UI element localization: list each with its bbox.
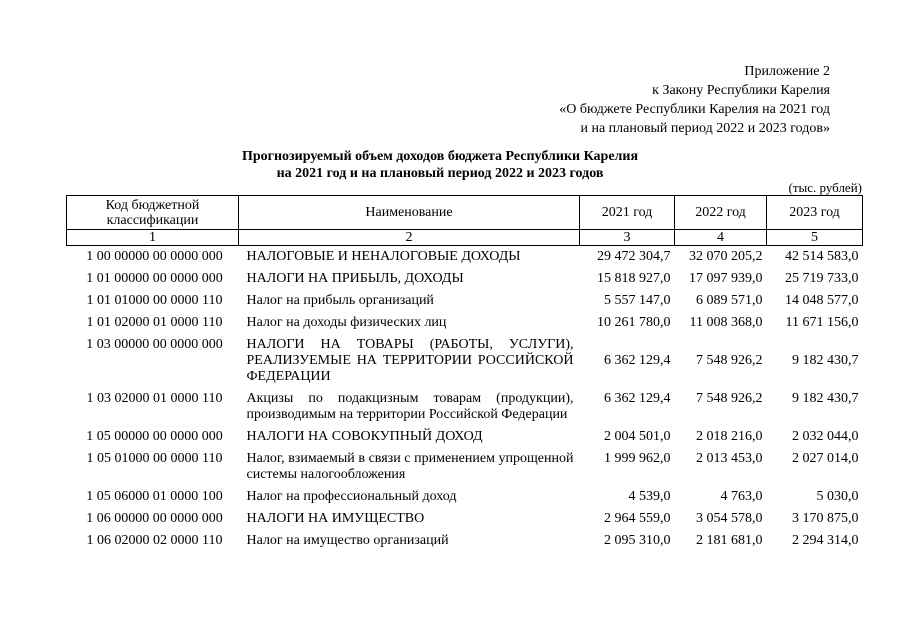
row-name: Налог на прибыль организаций: [246, 293, 434, 308]
row-value-2023: 42 514 583,0: [785, 249, 859, 264]
row-name: НАЛОГИ НА ИМУЩЕСТВО: [246, 511, 425, 526]
row-code: 1 05 01000 00 0000 110: [86, 451, 223, 466]
row-value-2021: 10 261 780,0: [597, 315, 671, 330]
header-row: [67, 196, 863, 230]
row-code: 1 01 02000 01 0000 110: [86, 315, 223, 330]
row-value-2023: 11 671 156,0: [785, 315, 859, 330]
table-row: [67, 246, 863, 272]
row-name: Налог на имущество организаций: [246, 533, 449, 548]
row-value-2022: 6 089 571,0: [696, 293, 763, 308]
row-value-2023: 2 027 014,0: [792, 451, 859, 466]
row-value-2021: 2 964 559,0: [604, 511, 671, 526]
row-code: 1 05 06000 01 0000 100: [86, 489, 223, 504]
table-row: [67, 429, 863, 451]
row-name: НАЛОГОВЫЕ И НЕНАЛОГОВЫЕ ДОХОДЫ: [246, 249, 521, 264]
appendix-line-3: «О бюджете Республики Карелия на 2021 год: [559, 102, 830, 117]
header-number-3: 3: [580, 230, 675, 246]
header-name: Наименование: [239, 196, 580, 230]
table-row: [67, 511, 863, 533]
header-number-5: 5: [767, 230, 863, 246]
unit-label: (тыс. рублей): [788, 180, 862, 195]
row-value-2021: 5 557 147,0: [604, 293, 671, 308]
row-value-2022: 3 054 578,0: [696, 511, 763, 526]
row-code: 1 06 00000 00 0000 000: [86, 511, 223, 526]
row-value-2021: 29 472 304,7: [597, 249, 671, 264]
row-value-2023: 9 182 430,7: [792, 353, 859, 368]
revenue-table: [66, 195, 863, 555]
row-value-2021: 6 362 129,4: [604, 391, 671, 406]
row-value-2021: 2 095 310,0: [604, 533, 671, 548]
table-row: [67, 337, 863, 391]
header-code: Код бюджетной классификации: [67, 196, 239, 230]
row-value-2021: 4 539,0: [628, 489, 671, 504]
header-2021: 2021 год: [580, 196, 675, 230]
row-name: НАЛОГИ НА ПРИБЫЛЬ, ДОХОДЫ: [246, 271, 464, 286]
table-row: [67, 489, 863, 511]
row-code: 1 03 00000 00 0000 000: [86, 337, 223, 352]
appendix-line-4: и на плановый период 2022 и 2023 годов»: [580, 121, 830, 136]
header-number-4: 4: [675, 230, 767, 246]
title-line-2: на 2021 год и на плановый период 2022 и 2023 годов: [276, 166, 604, 181]
table-row: [67, 315, 863, 337]
row-code: 1 00 00000 00 0000 000: [86, 249, 223, 264]
row-value-2021: 2 004 501,0: [604, 429, 671, 444]
row-code: 1 06 02000 02 0000 110: [86, 533, 223, 548]
row-code: 1 01 01000 00 0000 110: [86, 293, 223, 308]
row-name: Налог на профессиональный доход: [246, 489, 457, 504]
row-code: 1 03 02000 01 0000 110: [86, 391, 223, 406]
row-value-2021: 1 999 962,0: [604, 451, 671, 466]
table-row: [67, 271, 863, 293]
row-value-2023: 14 048 577,0: [785, 293, 859, 308]
row-value-2021: 6 362 129,4: [604, 353, 671, 368]
row-value-2023: 5 030,0: [816, 489, 859, 504]
table-row: [67, 293, 863, 315]
table-row: [67, 451, 863, 489]
row-value-2021: 15 818 927,0: [597, 271, 671, 286]
row-value-2022: 2 013 453,0: [696, 451, 763, 466]
row-value-2022: 17 097 939,0: [689, 271, 763, 286]
row-name: Акцизы по подакцизным товарам (продукции), производимым на территории Российской Федерации: [246, 391, 574, 422]
table-row: [67, 391, 863, 429]
title-line-1: Прогнозируемый объем доходов бюджета Республики Карелия: [241, 149, 639, 164]
row-code: 1 05 00000 00 0000 000: [86, 429, 223, 444]
appendix-line-2: к Закону Республики Карелия: [652, 83, 830, 98]
row-name: Налог, взимаемый в связи с применением упрощенной системы налогообложения: [246, 451, 574, 482]
row-value-2023: 25 719 733,0: [785, 271, 859, 286]
row-value-2022: 11 008 368,0: [689, 315, 763, 330]
row-value-2022: 2 181 681,0: [696, 533, 763, 548]
table-row: [67, 533, 863, 555]
row-value-2022: 7 548 926,2: [696, 353, 763, 368]
row-value-2022: 2 018 216,0: [696, 429, 763, 444]
row-name: НАЛОГИ НА СОВОКУПНЫЙ ДОХОД: [246, 429, 483, 444]
row-name: Налог на доходы физических лиц: [246, 315, 447, 330]
row-value-2023: 3 170 875,0: [792, 511, 859, 526]
appendix-block: [559, 62, 830, 138]
row-code: 1 01 00000 00 0000 000: [86, 271, 223, 286]
row-value-2022: 4 763,0: [720, 489, 763, 504]
row-value-2022: 7 548 926,2: [696, 391, 763, 406]
row-name: НАЛОГИ НА ТОВАРЫ (РАБОТЫ, УСЛУГИ), РЕАЛИЗУЕМЫЕ НА ТЕРРИТОРИИ РОССИЙСКОЙ ФЕДЕРАЦИИ: [246, 337, 574, 384]
row-value-2023: 2 032 044,0: [792, 429, 859, 444]
appendix-line-1: Приложение 2: [744, 64, 830, 79]
header-number-row: [67, 230, 863, 246]
header-number-1: 1: [67, 230, 239, 246]
row-value-2023: 9 182 430,7: [792, 391, 859, 406]
header-number-2: 2: [239, 230, 580, 246]
header-2022: 2022 год: [675, 196, 767, 230]
header-2023: 2023 год: [767, 196, 863, 230]
document-title: [180, 148, 700, 182]
row-value-2022: 32 070 205,2: [689, 249, 763, 264]
row-value-2023: 2 294 314,0: [792, 533, 859, 548]
